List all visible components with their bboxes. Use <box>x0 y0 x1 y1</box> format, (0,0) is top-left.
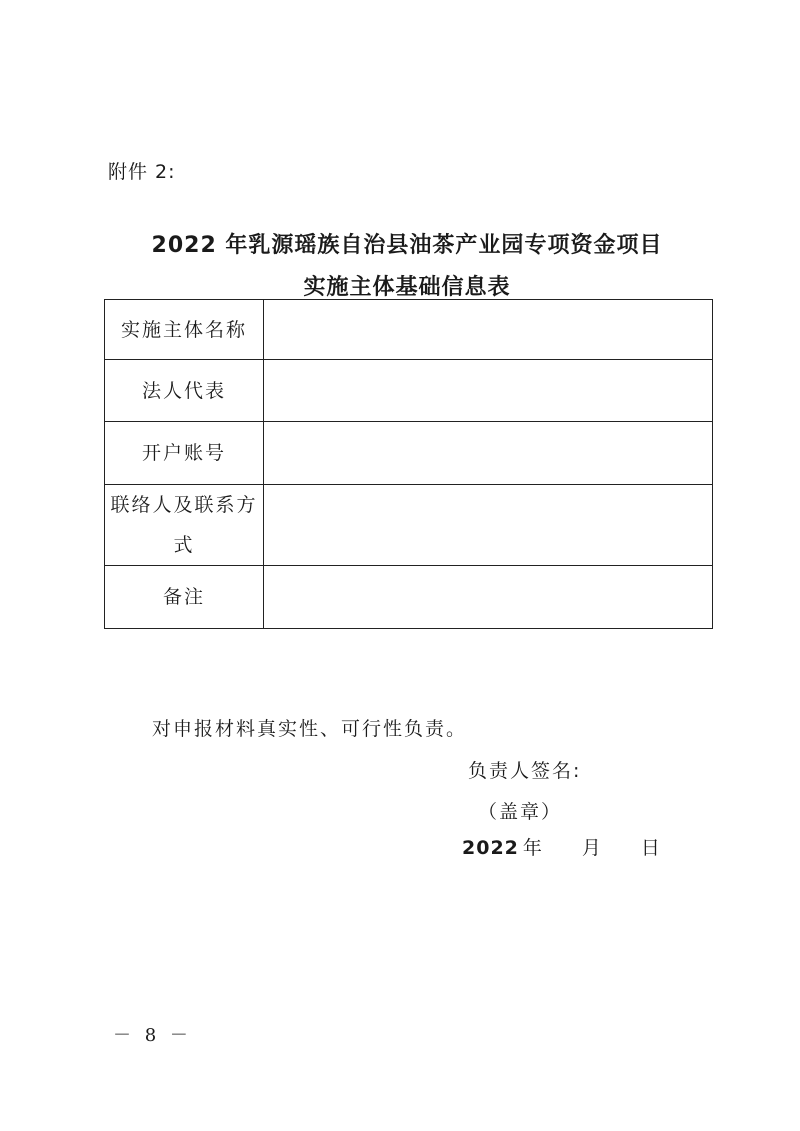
date-month-unit: 月 <box>581 837 601 859</box>
document-subtitle: 实施主体基础信息表 <box>303 275 511 300</box>
table-row <box>105 485 713 566</box>
bank-account-field[interactable] <box>264 422 713 485</box>
signature-label: 负责人签名: <box>468 760 582 782</box>
responsibility-statement: 对申报材料真实性、可行性负责。 <box>152 718 468 740</box>
document-title: 2022 年乳源瑶族自治县油茶产业园专项资金项目 <box>151 233 663 258</box>
remarks-label: 备注 <box>105 566 264 629</box>
entity-name-field[interactable] <box>264 300 713 360</box>
table-row <box>105 300 713 360</box>
entity-name-label: 实施主体名称 <box>105 300 264 360</box>
date-year: 2022 <box>462 837 519 859</box>
seal-label: （盖章） <box>478 801 563 823</box>
bank-account-label: 开户账号 <box>105 422 264 485</box>
date-year-unit: 年 <box>522 837 542 859</box>
contact-label: 联络人及联系方式 <box>105 485 264 566</box>
info-table <box>104 299 713 629</box>
date-day-unit: 日 <box>640 837 660 859</box>
legal-rep-field[interactable] <box>264 360 713 422</box>
table-row <box>105 566 713 629</box>
contact-field[interactable] <box>264 485 713 566</box>
date-line <box>462 833 660 860</box>
page-number: － 8 － <box>113 1025 192 1046</box>
table-row <box>105 422 713 485</box>
legal-rep-label: 法人代表 <box>105 360 264 422</box>
remarks-field[interactable] <box>264 566 713 629</box>
table-row <box>105 360 713 422</box>
attachment-label: 附件 2: <box>108 161 176 183</box>
